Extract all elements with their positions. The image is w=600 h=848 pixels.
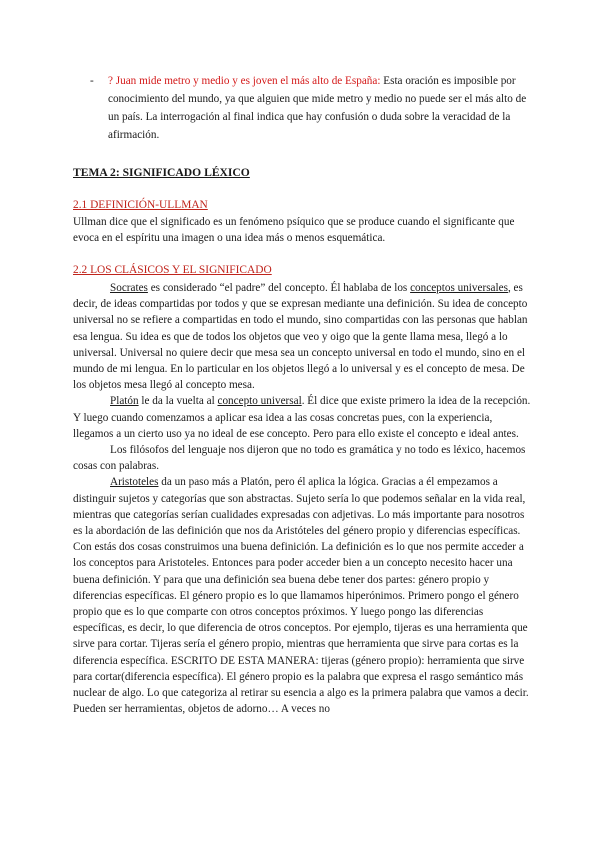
term-conceptos-universales: conceptos universales (410, 282, 508, 294)
section-heading-ullman: 2.1 DEFINICIÓN-ULLMAN (73, 199, 208, 211)
socrates-text-1: es considerado “el padre” del concepto. Él hablaba de los (147, 282, 411, 294)
aristoteles-paragraph (73, 474, 531, 717)
term-concepto-universal: concepto universal (217, 395, 302, 408)
platon-text-2: . Él dice que existe primero la idea de la recepción. Y luego cuando comenzamos a aplicar esa idea a las cosas concretas pues, con la experiencia, llegamos a un cierto uso ya no ideal de ese concepto. Pero para ello existe el concepto e ideal antes. (73, 395, 531, 440)
bullet-dash: - (90, 75, 94, 87)
bullet-text (108, 72, 530, 144)
bullet-item (90, 72, 530, 144)
chapter-title: TEMA 2: SIGNIFICADO LÉXICO (73, 166, 250, 179)
clasicos-body (73, 280, 531, 717)
example-explanation: Esta oración es imposible por conocimiento del mundo, ya que alguien que mide metro y medio no puede ser el más alto de un país. La interrogación al final indica que hay confusión o duda sobre la veracidad de la afirmación. (108, 75, 527, 141)
platon-name: Platón (110, 395, 139, 408)
ullman-paragraph: Ullman dice que el significado es un fenómeno psíquico que se produce cuando el significante que evoca en el espíritu una imagen o una idea más o menos esquemática. (73, 216, 515, 245)
aristoteles-name: Aristoteles (110, 476, 159, 489)
filosofos-paragraph: Los filósofos del lenguaje nos dijeron que no todo es gramática y no todo es léxico, hacemos cosas con palabras. (73, 444, 526, 473)
section-heading-clasicos: 2.2 LOS CLÁSICOS Y EL SIGNIFICADO (73, 264, 272, 276)
aristoteles-text: da un paso más a Platón, pero él aplica la lógica. Gracias a él empezamos a distinguir sujetos y categorías que son abstractas. Sujeto sería lo que podemos señalar en la vida real, mientras que categorías serían cualidades expresadas con adjetivas. Lo más importante para nosotros es la abordación de las definición que nos da Aristóteles del género propio y diferencias específicas. Con estás dos cosas construimos una buena definición. La definición es lo que nos permite acceder a los conceptos para Aristoteles. Entonces para poder acceder bien a un concepto necesito hacer una buena definición. Y para que una definición sea buena debe tener dos partes: género propio y diferencias específicas. El género propio es lo que llamamos hiperónimos. Primero pongo el género propio que es lo que comparte con otros conceptos próximos. Y luego pongo las diferencias específicas, es decir, lo que diferencia de otros conceptos. Por ejemplo, tijeras es una herramienta que sirve para cortar. Tijeras sería el género propio, mientras que herramienta que sirve para cortas es la diferencia específica. ESCRITO DE ESTA MANERA: tijeras (género propio): herramienta que sirve para cortar(diferencia específica). El género propio es la palabra que expresa el rasgo semántico más nuclear de algo. Lo que categoriza al retirar su esencia a algo es la primera palabra que vamos a decir. Pueden ser herramientas, objetos de adorno… A veces no (73, 476, 529, 716)
socrates-text-2: , es decir, de ideas compartidas por todos y que se expresan mediante una definición. Su idea de concepto universal no se refiere a compartidas en todo el mundo, sino compartidas con las personas que hablan esa lengua. Su idea es que de todos los objetos que veo y oigo que la gente llama mesa, llegó a lo universal. Universal no quiere decir que mesa sea un concepto universal en todo el mundo, sino en el mundo de mi lengua. En lo particular en los objetos llegó a lo universal y es el concepto de mesa. De los objetos mesa llegó al concepto mesa. (73, 282, 528, 392)
socrates-name: Socrates (110, 282, 148, 294)
platon-paragraph (73, 393, 531, 442)
example-sentence: ? Juan mide metro y medio y es joven el más alto de España: (108, 75, 381, 87)
platon-text-1: le da la vuelta al (138, 395, 218, 408)
socrates-paragraph (73, 280, 531, 393)
